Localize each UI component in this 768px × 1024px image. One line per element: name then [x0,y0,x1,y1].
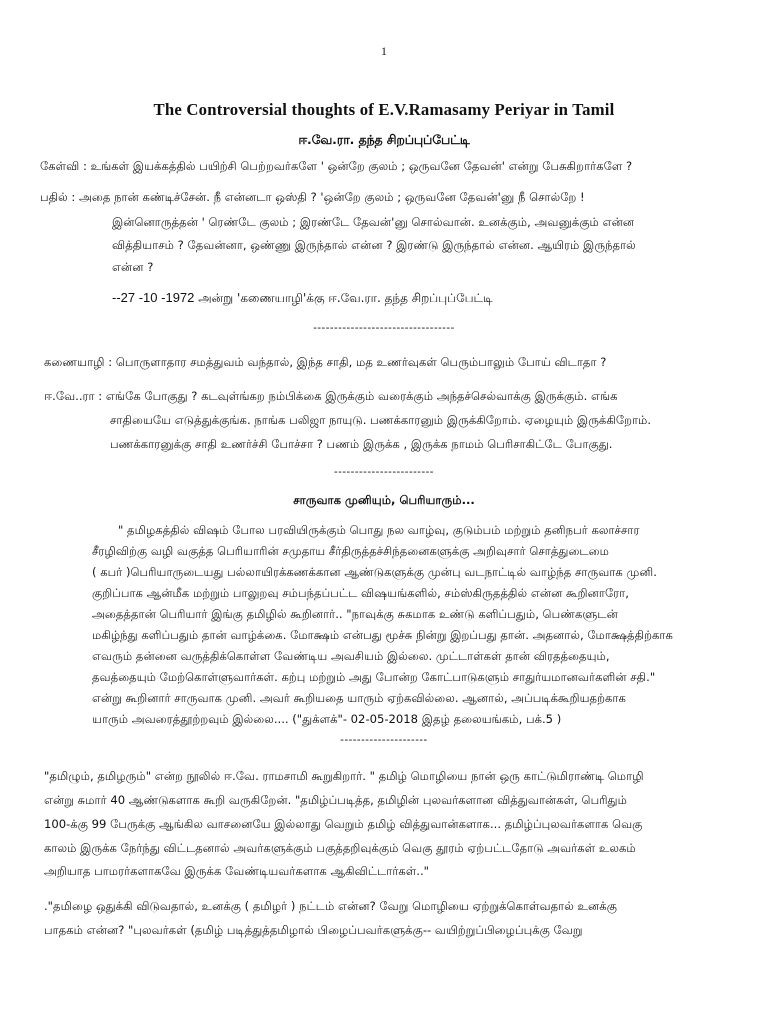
book-para-line-3: 100-க்கு 99 பேருக்கு ஆங்கில வாசனையே இல்லாது வெறும் தமிழ் வித்துவான்களாக... தமிழ்ப்புலவர்களாக வெகு [44,817,643,831]
answer-line-2: இன்னொருத்தன் ' ரெண்டே குலம் ; இரண்டே தேவன்'னு சொல்வான். உனக்கும், அவனுக்கும் என்ன [112,215,635,229]
book-para-line-2: என்று சுமார் 40 ஆண்டுகளாக கூறி வருகிறேன். "தமிழ்ப்படித்த, தமிழின் புலவர்களான வித்துவான்கள், பெரிதும் [44,793,627,807]
answer-line-4: என்ன ? [112,260,154,274]
section-heading: சாருவாக முனியும், பெரியாரும்... [293,493,475,507]
evra-answer-line-3: பணக்காரனுக்கு சாதி உணர்ச்சி போச்சா ? பணம் இருக்க , இருக்க நாமம் பெரிசாகிட்டே போகுது. [110,437,613,451]
section-para-line-2: சீரழிவிற்கு வழி வகுத்த பெரியாரின் சமுதாய சீர்திருத்தச்சிந்தனைகளுக்கு அறிவுசார் சொத்துடைமை [92,544,609,558]
interview-date-text: அன்று 'கணையாழி'க்கு ஈ.வே.ரா. தந்த சிறப்புப்பேட்டி [194,291,493,305]
last-para-line-1: ."தமிழை ஒதுக்கி விடுவதால், உனக்கு ( தமிழர் ) நட்டம் என்ன? வேறு மொழியை ஏற்றுக்கொள்வதால் உனக்கு [44,899,617,913]
section-para-line-10: யாரும் அவரைத்தூற்றவும் இல்லை.... ("துக்ளக்"- 02-05-2018 இதழ் தலையங்கம், பக்.5 ) [92,712,562,726]
book-para-line-1: "தமிழும், தமிழரும்" என்ற நூலில் ஈ.வே. ராமசாமி கூறுகிறார். " தமிழ் மொழியை நான் ஒரு காட்டுமிராண்டி மொழி [44,769,644,783]
section-para-line-1: " தமிழகத்தில் விஷம் போல பரவியிருக்கும் பொது நல வாழ்வு, குடும்பம் மற்றும் தனிநபர் கலாச்சார [118,523,640,537]
book-para-line-4: காலம் இருக்க நேர்ந்து விட்டதனால் அவர்களுக்கும் பகுத்தறிவுக்கும் வெகு தூரம் ஏற்பட்டதோடு அவர்கள் உலகம் [44,841,636,855]
evra-answer-line-1: ஈ.வே..ரா : எங்கே போகுது ? கடவுள்ங்கற நம்பிக்கை இருக்கும் வரைக்கும் அந்தச்செல்வாக்கு இருக்கும். எங்க [44,389,618,403]
interview-date-line [112,290,493,307]
answer-line-1: பதில் : அதை நான் கண்டிச்சேன். நீ என்னடா ஒஸ்தி ? 'ஒன்றே குலம் ; ஒருவனே தேவன்'னு நீ சொல்றே ! [40,190,585,204]
separator-2: ------------------------ [334,466,434,478]
interview-date: --27 -10 -1972 [112,290,195,305]
section-para-line-7: எவரும் தன்னை வருத்திக்கொள்ள வேண்டிய அவசியம் இல்லை. முட்டாள்கள் தான் விரதத்தையும், [92,649,610,663]
kanaiyazhi-question: கணையாழி : பொருளாதார சமத்துவம் வந்தால், இந்த சாதி, மத உணர்வுகள் பெரும்பாலும் போய் விடாதா ? [44,355,607,369]
section-para-line-6: மகிழ்ந்து களிப்பதும் தான் வாழ்க்கை. மோக்ஷம் என்பது மூச்சு நின்று இறப்பது தான். அதனால், மோக்ஷத்திற்காக [92,628,673,642]
book-para-line-5: அறியாத பாமரர்களாகவே இருக்க வேண்டியவர்களாக ஆகிவிட்டார்கள்.." [44,864,429,878]
section-para-line-3: ( கபர் )பெரியாருடையது பல்லாயிரக்கணக்கான ஆண்டுகளுக்கு முன்பு வடநாட்டில் வாழ்ந்த சாருவாக முனி. [92,565,657,579]
section-para-line-5: அதைத்தான் பெரியார் இங்கு தமிழில் கூறினார்.. "நாவுக்கு சுகமாக உண்டு களிப்பதும், பெண்களுடன் [92,607,618,621]
separator-3: --------------------- [340,734,428,746]
separator-1: ---------------------------------- [313,322,455,334]
section-para-line-9: என்று கூறினார் சாருவாக முனி. அவர் கூறியதை யாரும் ஏற்கவில்லை. ஆனால், அப்படிக்கூறியதற்காக [92,691,626,705]
document-subtitle: ஈ.வே.ரா. தந்த சிறப்புப்பேட்டி [298,133,470,147]
section-para-line-8: தவத்தையும் மேற்கொள்ளுவார்கள். கற்பு மற்றும் அது போன்ற கோட்பாடுகளும் சாதுர்யமானவர்களின் சதி." [92,670,656,684]
answer-line-3: வித்தியாசம் ? தேவன்னா, ஒண்ணு இருந்தால் என்ன ? இரண்டு இருந்தால் என்ன. ஆயிரம் இருந்தால் [112,238,636,252]
section-para-line-4: குறிப்பாக ஆன்மீக மற்றும் பாலுறவு சம்பந்தப்பட்ட விஷயங்களில், சம்ஸ்கிருதத்தில் என்ன கூறினாரோ, [92,586,629,600]
page-number: 1 [381,44,387,58]
document-title: The Controversial thoughts of E.V.Ramasamy Periyar in Tamil [153,100,615,119]
evra-answer-line-2: சாதியையே எடுத்துக்குங்க. நாங்க பலிஜா நாயுடு. பணக்காரனும் இருக்கிறோம். ஏழையும் இருக்கிறோம். [110,413,652,427]
question-line: கேள்வி : உங்கள் இயக்கத்தில் பயிற்சி பெற்றவர்களே ' ஒன்றே குலம் ; ஒருவனே தேவன்' என்று பேசுகிறார்களே ? [40,159,633,173]
last-para-line-2: பாதகம் என்ன? "புலவர்கள் (தமிழ் படித்துத்தமிழால் பிழைப்பவர்களுக்கு-- வயிற்றுப்பிழைப்புக்கு வேறு [44,923,583,937]
